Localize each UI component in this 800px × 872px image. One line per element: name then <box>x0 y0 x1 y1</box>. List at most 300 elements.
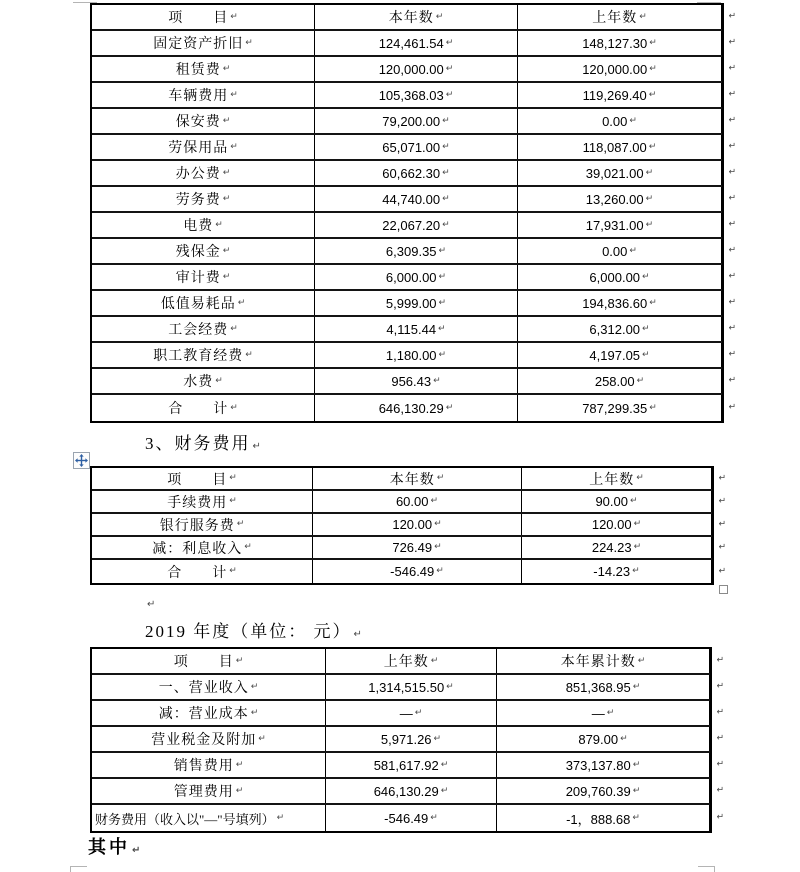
table-row <box>92 779 724 805</box>
value-cell[interactable] <box>522 491 712 512</box>
cell-end-mark: ↵ <box>632 785 641 796</box>
table-row <box>92 675 724 701</box>
cell-end-mark: ↵ <box>237 297 246 308</box>
value-cell[interactable] <box>518 57 722 81</box>
cell-end-mark: ↵ <box>258 733 266 744</box>
cell-end-mark: ↵ <box>649 63 657 74</box>
value-cell[interactable] <box>326 805 497 831</box>
value-cell[interactable] <box>518 31 722 55</box>
value-cell[interactable] <box>497 753 710 777</box>
cell-text: 本年数 <box>388 11 434 26</box>
cell-end-mark: ↵ <box>633 542 642 552</box>
cell-text: 65,071.00 <box>382 139 441 155</box>
header-cell[interactable] <box>315 5 518 29</box>
cell-text: 6,000.00 <box>385 269 437 285</box>
value-cell[interactable] <box>518 187 722 211</box>
cell-end-mark: ↵ <box>632 812 640 823</box>
table-row <box>92 239 736 265</box>
cell-end-mark: ↵ <box>620 733 628 744</box>
item-label-cell[interactable] <box>92 187 315 211</box>
cell-text: 581,617.92 <box>373 757 439 773</box>
value-cell[interactable] <box>518 161 722 185</box>
value-cell[interactable] <box>315 291 518 315</box>
heading-among-which-text: 其中 <box>88 837 130 857</box>
item-label-cell[interactable] <box>92 675 326 699</box>
cell-end-mark: ↵ <box>442 219 450 230</box>
cell-end-mark: ↵ <box>230 402 238 413</box>
table-header-row <box>92 468 726 491</box>
table-row <box>92 343 736 369</box>
cell-end-mark: ↵ <box>435 11 444 22</box>
cell-end-mark: ↵ <box>442 115 450 126</box>
item-label-cell[interactable] <box>92 514 313 535</box>
item-label-cell[interactable] <box>92 343 315 367</box>
cell-text: 258.00 <box>594 373 635 389</box>
cell-end-mark: ↵ <box>222 63 231 74</box>
cell-text: 120.00 <box>392 517 433 532</box>
item-label-cell[interactable] <box>92 239 315 263</box>
cell-text: 销售费用 <box>173 759 234 774</box>
value-cell[interactable] <box>315 83 518 107</box>
heading-among-which[interactable] <box>88 833 143 859</box>
row-end-mark: ↵ <box>728 37 736 48</box>
income-statement-2019-table[interactable] <box>90 647 724 833</box>
cell-text: -546.49 <box>390 564 435 579</box>
heading-finance-expense[interactable] <box>145 429 263 454</box>
cell-text: 60,662.30 <box>382 165 441 181</box>
cell-text: -14.23 <box>593 564 631 579</box>
cell-text: 项 目 <box>173 655 234 670</box>
cell-end-mark: ↵ <box>606 707 615 718</box>
item-label-cell[interactable] <box>92 727 326 751</box>
cell-end-mark: ↵ <box>438 245 447 256</box>
value-cell[interactable] <box>313 560 522 583</box>
value-cell[interactable] <box>315 265 518 289</box>
cell-end-mark: ↵ <box>645 193 654 204</box>
row-end-mark: ↵ <box>728 167 736 178</box>
value-cell[interactable] <box>315 161 518 185</box>
table-row <box>92 135 736 161</box>
cell-end-mark: ↵ <box>438 349 447 360</box>
item-label-cell[interactable] <box>92 369 315 393</box>
cell-text: 项 目 <box>168 11 229 26</box>
item-label-cell[interactable] <box>92 560 313 583</box>
item-label-cell[interactable] <box>92 135 315 159</box>
cell-end-mark: ↵ <box>236 519 245 529</box>
row-end-mark: ↵ <box>728 11 736 22</box>
row-end-mark: ↵ <box>728 89 736 100</box>
cell-end-mark: ↵ <box>244 542 252 552</box>
row-end-mark: ↵ <box>718 473 726 483</box>
table-row <box>92 31 736 57</box>
cell-text: 上年数 <box>589 472 635 488</box>
item-label-cell[interactable] <box>92 701 326 725</box>
cell-text: — <box>591 705 605 721</box>
cell-text: 项 目 <box>167 472 228 488</box>
item-label-cell[interactable] <box>92 491 313 512</box>
cell-end-mark: ↵ <box>222 167 231 178</box>
header-cell[interactable] <box>92 649 326 673</box>
cell-text: 银行服务费 <box>159 518 235 534</box>
row-end-mark: ↵ <box>728 219 736 230</box>
cell-text: 管理费用 <box>173 785 234 800</box>
cell-end-mark: ↵ <box>642 323 650 334</box>
table-row <box>92 57 736 83</box>
header-cell[interactable] <box>518 5 722 29</box>
row-end-mark: ↵ <box>728 193 736 204</box>
cell-end-mark: ↵ <box>632 759 641 770</box>
value-cell[interactable] <box>497 701 710 725</box>
cell-text: 低值易耗品 <box>160 297 236 312</box>
cell-end-mark: ↵ <box>442 167 450 178</box>
value-cell[interactable] <box>518 343 722 367</box>
cell-text: 6,000.00 <box>589 269 641 285</box>
cell-end-mark: ↵ <box>445 37 454 48</box>
cell-end-mark: ↵ <box>645 219 654 230</box>
value-cell[interactable] <box>326 701 497 725</box>
cell-end-mark: ↵ <box>633 519 642 529</box>
row-end-mark: ↵ <box>716 759 724 770</box>
value-cell[interactable] <box>326 675 497 699</box>
table-row <box>92 369 736 395</box>
value-cell[interactable] <box>315 343 518 367</box>
cell-text: 营业税金及附加 <box>151 733 257 748</box>
value-cell[interactable] <box>518 265 722 289</box>
cell-text: 148,127.30 <box>582 35 648 51</box>
row-end-mark: ↵ <box>728 402 736 413</box>
cell-end-mark: ↵ <box>430 496 439 506</box>
table-row <box>92 109 736 135</box>
header-cell[interactable] <box>326 649 497 673</box>
cell-text: 879.00 <box>578 731 619 747</box>
header-cell[interactable] <box>522 468 712 489</box>
value-cell[interactable] <box>518 135 722 159</box>
item-label-cell[interactable] <box>92 109 315 133</box>
row-end-mark: ↵ <box>716 655 724 666</box>
cell-end-mark: ↵ <box>645 167 654 178</box>
item-label-cell[interactable] <box>92 317 315 341</box>
cell-text: 审计费 <box>175 271 221 286</box>
management-expense-table[interactable] <box>90 3 736 423</box>
text-boundary-corner-bottom-left <box>70 866 87 872</box>
paragraph-mark: ↵ <box>252 441 263 452</box>
value-cell[interactable] <box>315 369 518 393</box>
cell-end-mark: ↵ <box>215 219 223 230</box>
cell-text: 120,000.00 <box>378 61 444 77</box>
row-end-mark: ↵ <box>728 141 736 152</box>
finance-expense-table[interactable] <box>90 466 726 585</box>
row-end-mark: ↵ <box>718 496 726 506</box>
heading-year-2019[interactable] <box>145 617 364 642</box>
value-cell[interactable] <box>518 109 722 133</box>
row-end-mark: ↵ <box>716 707 724 718</box>
item-label-cell[interactable] <box>92 753 326 777</box>
cell-text: 车辆费用 <box>168 89 229 104</box>
table-row <box>92 514 726 537</box>
value-cell[interactable] <box>522 514 712 535</box>
cell-end-mark: ↵ <box>250 707 259 718</box>
value-cell[interactable] <box>315 213 518 237</box>
cell-text: 1,180.00 <box>385 347 437 363</box>
cell-text: 固定资产折旧 <box>153 37 244 52</box>
row-end-mark: ↵ <box>728 323 736 334</box>
item-label-cell[interactable] <box>92 57 315 81</box>
cell-end-mark: ↵ <box>433 375 441 386</box>
cell-text: 105,368.03 <box>378 87 444 103</box>
cell-end-mark: ↵ <box>229 496 237 506</box>
cell-text: 787,299.35 <box>582 400 648 416</box>
cell-end-mark: ↵ <box>245 37 253 48</box>
cell-end-mark: ↵ <box>445 63 454 74</box>
paragraph-mark: ↵ <box>132 845 144 856</box>
table-row <box>92 265 736 291</box>
cell-text: 194,836.60 <box>582 295 648 311</box>
value-cell[interactable] <box>315 239 518 263</box>
cell-end-mark: ↵ <box>230 141 238 152</box>
table-row <box>92 805 724 831</box>
row-end-mark: ↵ <box>728 375 736 386</box>
cell-end-mark: ↵ <box>442 141 450 152</box>
cell-end-mark: ↵ <box>438 323 446 334</box>
cell-end-mark: ↵ <box>229 566 237 576</box>
cell-text: 22,067.20 <box>382 217 441 233</box>
cell-end-mark: ↵ <box>222 115 231 126</box>
heading-finance-expense-text: 3、财务费用 <box>145 434 251 453</box>
value-cell[interactable] <box>313 491 522 512</box>
cell-text: 13,260.00 <box>585 191 644 207</box>
table-resize-handle[interactable] <box>719 585 728 594</box>
cell-end-mark: ↵ <box>235 759 244 770</box>
cell-text: 44,740.00 <box>382 191 441 207</box>
cell-end-mark: ↵ <box>632 566 640 576</box>
cell-end-mark: ↵ <box>649 37 657 48</box>
cell-text: 残保金 <box>175 245 221 260</box>
item-label-cell[interactable] <box>92 31 315 55</box>
table-row <box>92 727 724 753</box>
cell-text: 646,130.29 <box>373 783 439 799</box>
value-cell[interactable] <box>518 213 722 237</box>
cell-text: 水费 <box>183 375 214 390</box>
table-row <box>92 537 726 560</box>
row-end-mark: ↵ <box>728 115 736 126</box>
cell-text: 79,200.00 <box>382 113 441 129</box>
cell-text: 209,760.39 <box>565 783 631 799</box>
row-end-mark: ↵ <box>716 785 724 796</box>
cell-end-mark: ↵ <box>230 89 238 100</box>
cell-text: 0.00 <box>602 243 628 259</box>
cell-end-mark: ↵ <box>222 193 231 204</box>
cell-end-mark: ↵ <box>436 566 444 576</box>
header-cell[interactable] <box>92 5 315 29</box>
value-cell[interactable] <box>315 187 518 211</box>
cell-end-mark: ↵ <box>438 271 447 282</box>
cell-end-mark: ↵ <box>414 707 423 718</box>
cell-text: 上年数 <box>592 11 638 26</box>
cell-text: 0.00 <box>602 113 628 129</box>
cell-text: 减：利息收入 <box>152 541 243 557</box>
value-cell[interactable] <box>315 57 518 81</box>
cell-text: 646,130.29 <box>378 400 444 416</box>
value-cell[interactable] <box>313 537 522 558</box>
cell-text: 合 计 <box>167 565 228 581</box>
value-cell[interactable] <box>497 805 710 831</box>
table-move-handle[interactable] <box>73 452 90 469</box>
cell-text: 119,269.40 <box>582 87 647 103</box>
value-cell[interactable] <box>518 369 722 393</box>
row-end-mark: ↵ <box>718 566 726 576</box>
cell-end-mark: ↵ <box>642 349 650 360</box>
cell-text: 373,137.80 <box>565 757 631 773</box>
item-label-cell[interactable] <box>92 537 313 558</box>
cell-end-mark: ↵ <box>215 375 223 386</box>
cell-text: 60.00 <box>395 494 429 509</box>
value-cell[interactable] <box>497 727 710 751</box>
row-end-mark: ↵ <box>716 681 724 692</box>
cell-text: 一、营业收入 <box>158 681 249 696</box>
value-cell[interactable] <box>326 753 497 777</box>
cell-text: 5,971.26 <box>380 731 432 747</box>
table-row <box>92 753 724 779</box>
header-cell[interactable] <box>92 468 313 489</box>
cell-end-mark: ↵ <box>629 115 637 126</box>
cell-text: 5,999.00 <box>385 295 437 311</box>
cell-end-mark: ↵ <box>445 402 454 413</box>
value-cell[interactable] <box>518 291 722 315</box>
value-cell[interactable] <box>313 514 522 535</box>
cell-end-mark: ↵ <box>434 542 442 552</box>
cell-text: 劳保用品 <box>168 141 229 156</box>
cell-end-mark: ↵ <box>630 496 638 506</box>
cell-end-mark: ↵ <box>649 297 657 308</box>
cell-end-mark: ↵ <box>637 655 646 666</box>
row-end-mark: ↵ <box>728 349 736 360</box>
table-header-row <box>92 649 724 675</box>
item-label-cell[interactable] <box>92 265 315 289</box>
item-label-cell[interactable] <box>92 291 315 315</box>
cell-text: 851,368.95 <box>565 679 631 695</box>
value-cell[interactable] <box>522 560 712 583</box>
paragraph-mark: ↵ <box>353 629 364 640</box>
item-label-cell[interactable] <box>92 779 326 803</box>
cell-text: 17,931.00 <box>585 217 644 233</box>
value-cell[interactable] <box>315 395 518 421</box>
cell-end-mark: ↵ <box>446 681 454 692</box>
cell-end-mark: ↵ <box>445 89 454 100</box>
cell-text: 财务费用（收入以"—"号填列） <box>95 811 275 827</box>
cell-text: 6,312.00 <box>589 321 641 337</box>
cell-end-mark: ↵ <box>636 473 644 483</box>
value-cell[interactable] <box>497 779 710 803</box>
cell-end-mark: ↵ <box>235 655 244 666</box>
cell-text: 职工教育经费 <box>153 349 244 364</box>
table-row <box>92 560 726 583</box>
cell-text: 39,021.00 <box>585 165 644 181</box>
header-cell[interactable] <box>313 468 522 489</box>
value-cell[interactable] <box>315 31 518 55</box>
cell-text: 电费 <box>183 219 214 234</box>
table-row <box>92 317 736 343</box>
value-cell[interactable] <box>497 675 710 699</box>
item-label-cell[interactable] <box>92 161 315 185</box>
cell-end-mark: ↵ <box>276 812 285 823</box>
value-cell[interactable] <box>315 109 518 133</box>
table-row <box>92 491 726 514</box>
value-cell[interactable] <box>326 779 497 803</box>
cell-text: 租赁费 <box>175 63 221 78</box>
value-cell[interactable] <box>315 135 518 159</box>
value-cell[interactable] <box>518 395 722 421</box>
cell-text: 4,115.44 <box>386 321 437 337</box>
empty-paragraph-mark: ↵ <box>147 599 156 610</box>
value-cell[interactable] <box>315 317 518 341</box>
cell-end-mark: ↵ <box>642 271 650 282</box>
cell-end-mark: ↵ <box>235 785 244 796</box>
value-cell[interactable] <box>326 727 497 751</box>
item-label-cell[interactable] <box>92 83 315 107</box>
row-end-mark: ↵ <box>728 63 736 74</box>
item-label-cell[interactable] <box>92 213 315 237</box>
cell-end-mark: ↵ <box>648 141 657 152</box>
value-cell[interactable] <box>518 239 722 263</box>
table-row <box>92 701 724 727</box>
value-cell[interactable] <box>518 317 722 341</box>
cell-text: 手续费用 <box>167 495 228 511</box>
cell-text: 4,197.05 <box>589 347 641 363</box>
cell-end-mark: ↵ <box>639 11 647 22</box>
item-label-cell[interactable] <box>92 395 315 421</box>
cell-text: 118,087.00 <box>582 139 647 155</box>
table-row <box>92 161 736 187</box>
cell-text: 726.49 <box>392 540 433 555</box>
cell-text: -1，888.68 <box>566 811 631 827</box>
cell-end-mark: ↵ <box>430 812 438 823</box>
cell-end-mark: ↵ <box>230 11 238 22</box>
item-label-cell[interactable] <box>92 805 326 831</box>
cell-end-mark: ↵ <box>632 681 641 692</box>
table-row <box>92 83 736 109</box>
row-end-mark: ↵ <box>718 519 726 529</box>
cell-text: 90.00 <box>595 494 628 509</box>
cell-end-mark: ↵ <box>438 297 447 308</box>
cell-end-mark: ↵ <box>440 785 449 796</box>
cell-end-mark: ↵ <box>222 271 231 282</box>
cell-end-mark: ↵ <box>430 655 439 666</box>
cell-text: — <box>399 705 413 721</box>
cell-text: 120,000.00 <box>582 61 648 77</box>
cell-end-mark: ↵ <box>442 193 450 204</box>
cell-text: 本年累计数 <box>560 655 636 670</box>
heading-year-2019-text: 2019 年度（单位： 元） <box>145 622 352 641</box>
cell-text: 办公费 <box>175 167 221 182</box>
cell-end-mark: ↵ <box>440 759 449 770</box>
row-end-mark: ↵ <box>716 733 724 744</box>
value-cell[interactable] <box>518 83 722 107</box>
header-cell[interactable] <box>497 649 710 673</box>
table-row <box>92 187 736 213</box>
cell-end-mark: ↵ <box>436 473 445 483</box>
value-cell[interactable] <box>522 537 712 558</box>
table-row <box>92 291 736 317</box>
cell-text: 减：营业成本 <box>158 707 249 722</box>
row-end-mark: ↵ <box>718 542 726 552</box>
cell-text: 工会经费 <box>168 323 229 338</box>
cell-text: 120.00 <box>591 517 632 532</box>
cell-end-mark: ↵ <box>229 473 237 483</box>
row-end-mark: ↵ <box>728 297 736 308</box>
cell-text: 124,461.54 <box>378 35 444 51</box>
cell-text: 1,314,515.50 <box>368 679 445 695</box>
cell-end-mark: ↵ <box>636 375 645 386</box>
